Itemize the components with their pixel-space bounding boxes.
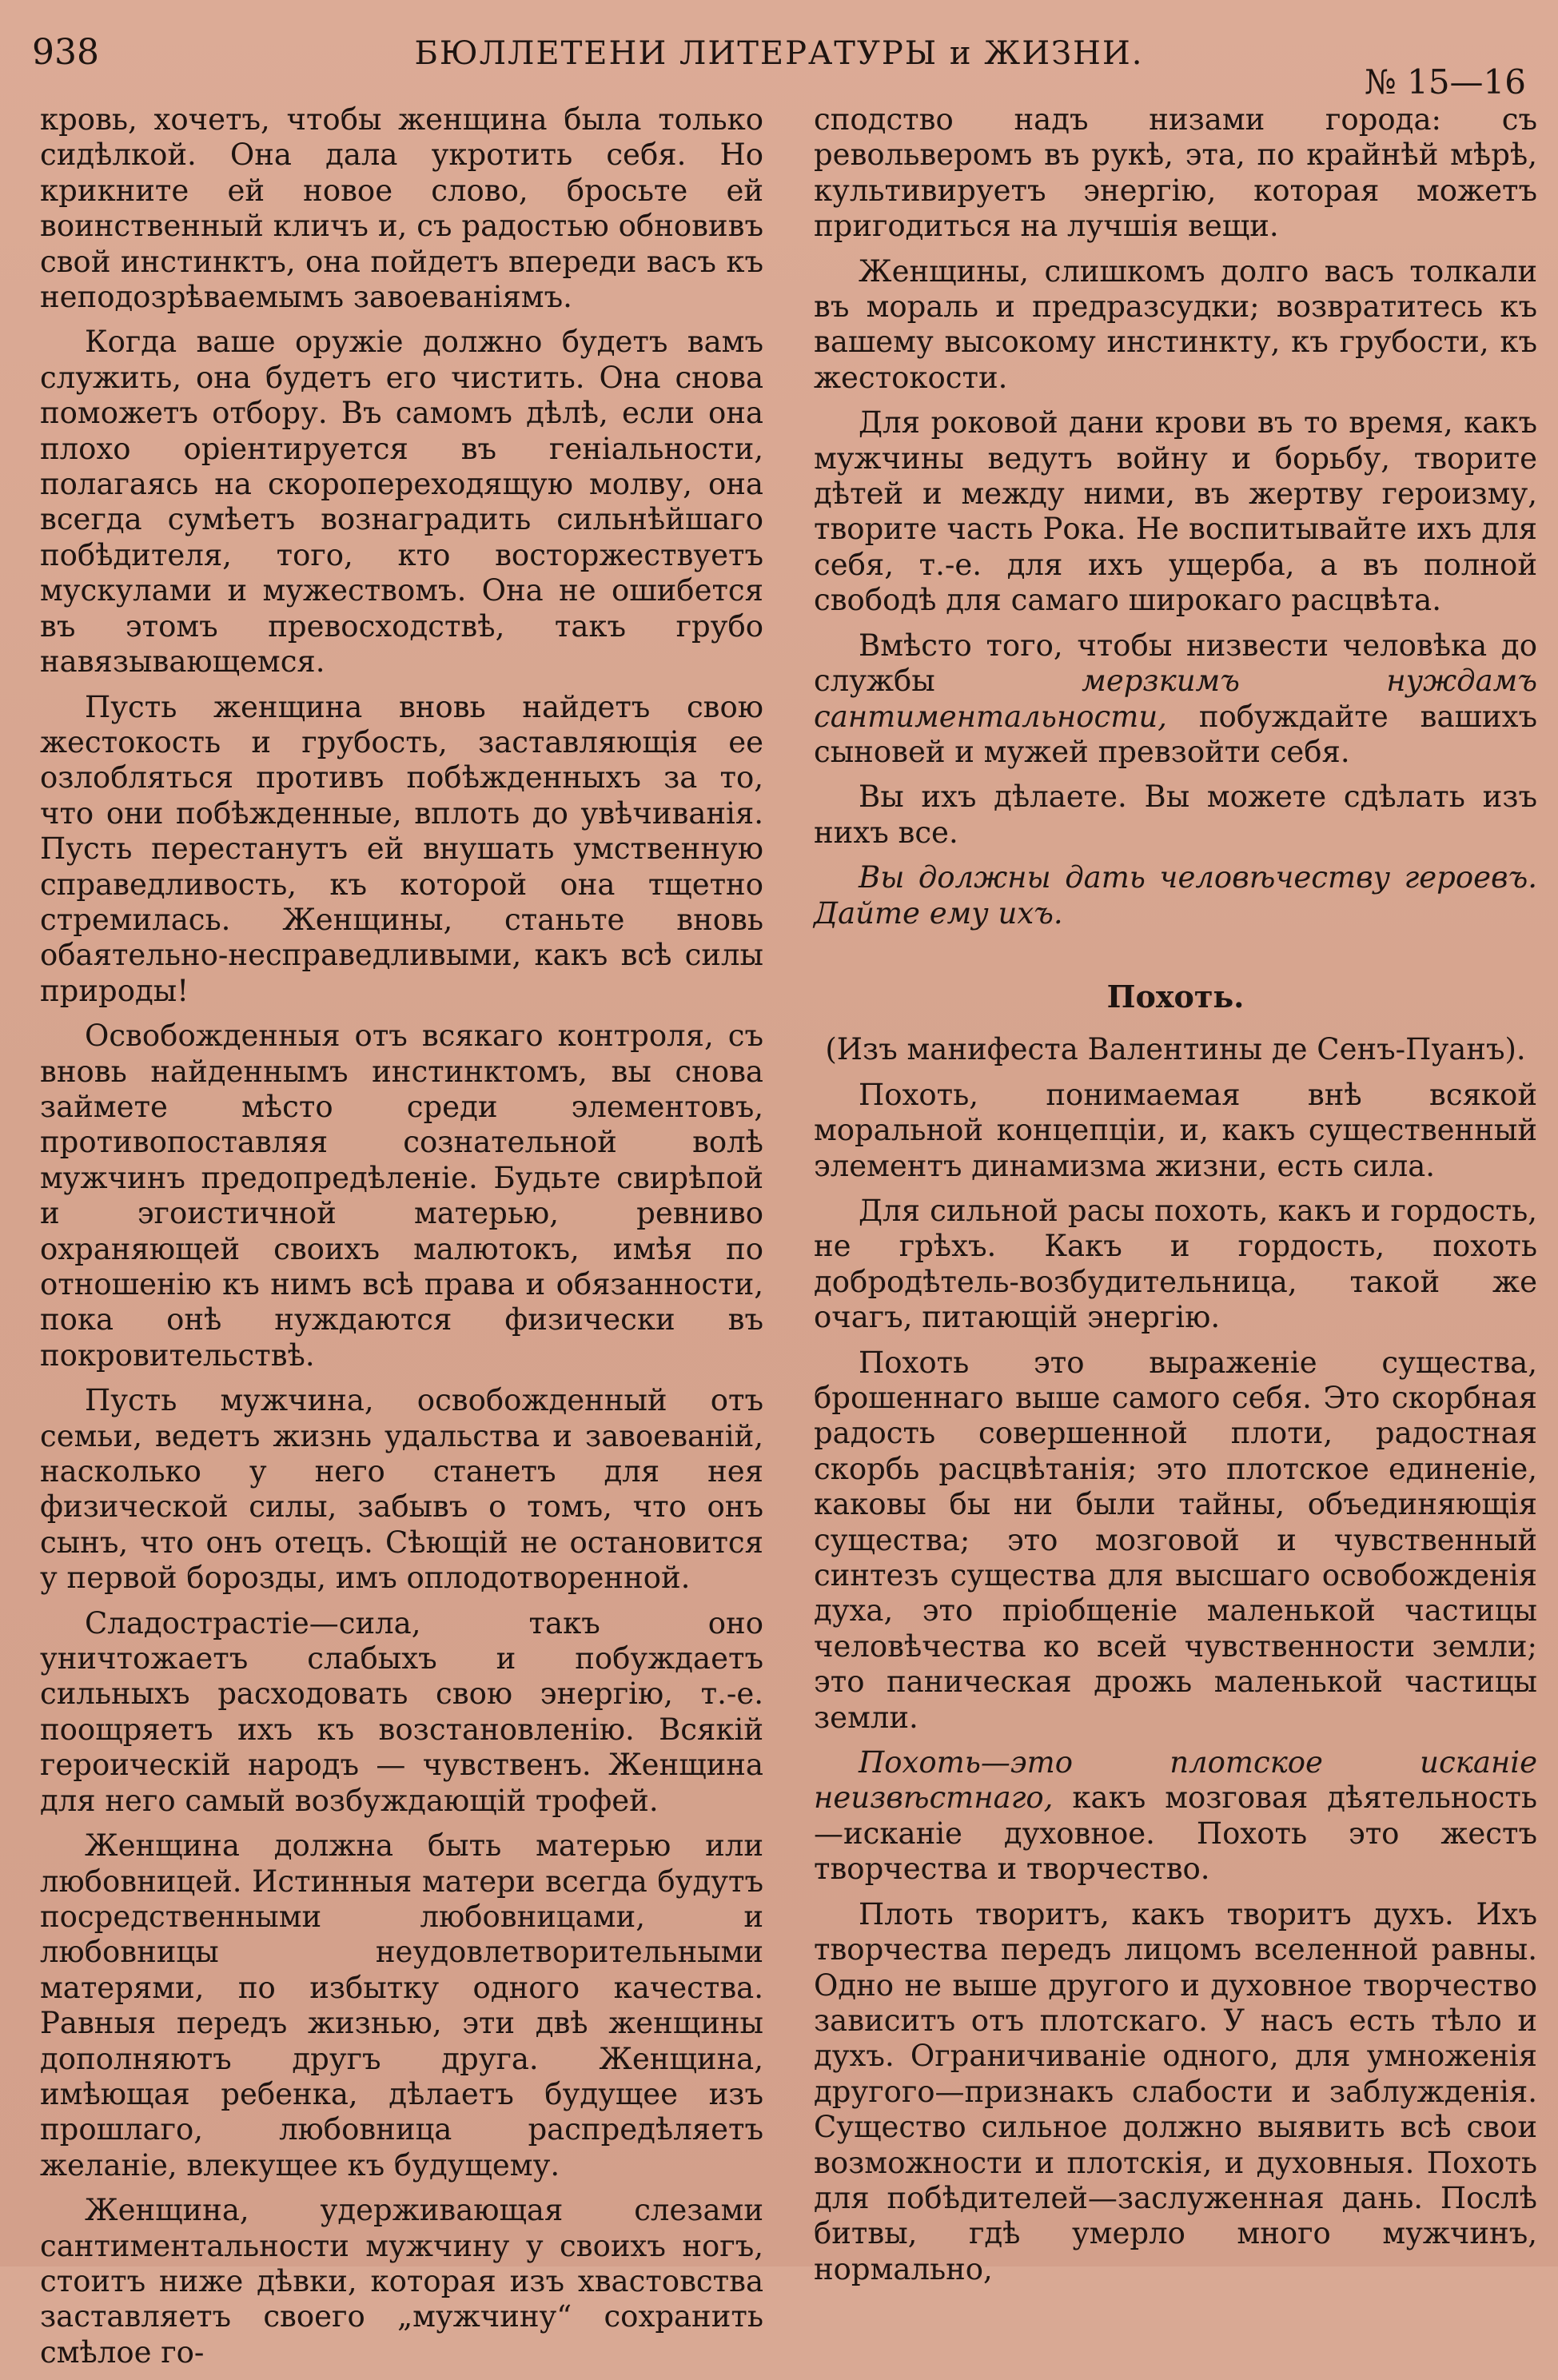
emphasis: мерзкимъ нуждамъ сантиментальности, xyxy=(814,664,1537,734)
paragraph: Когда ваше оружіе должно будетъ вамъ служить, она будетъ его чистить. Она снова поможетъ отбору. Въ самомъ дѣлѣ, если она плохо оріентируется въ геніальности, полагаясь на скоропереходящую молву, она всегда сумѣетъ вознаградить сильнѣйшаго побѣдителя, того, кто восторжествуетъ мускулами и мужествомъ. Она не ошибется въ этомъ превосходствѣ, такъ грубо навязывающемся. xyxy=(40,325,763,680)
paragraph: сподство надъ низами города: съ револьверомъ въ рукѣ, эта, по крайнѣй мѣрѣ, культивируетъ энергію, которая можетъ пригодиться на лучшія вещи. xyxy=(814,102,1537,244)
paragraph: Пусть мужчина, освобожденный отъ семьи, ведетъ жизнь удальства и завоеваній, насколько у него станетъ для нея физической силы, забывъ о томъ, что онъ сынъ, что онъ отецъ. Сѣющій не остановится у первой борозды, имъ оплодотворенной. xyxy=(40,1383,763,1596)
issue-number: № 15—16 xyxy=(1365,62,1526,102)
paragraph xyxy=(814,628,1537,771)
paragraph: Плоть творитъ, какъ творитъ духъ. Ихъ творчества передъ лицомъ вселенной равны. Одно не выше другого и духовное творчество зависитъ отъ плотскаго. У насъ есть тѣло и духъ. Ограничиваніе одного, для умноженія другого—признакъ слабости и заблужденія. Существо сильное должно выявить всѣ свои возможности и плотскія, и духовныя. Похоть для побѣдителей—заслуженная дань. Послѣ битвы, гдѣ умерло много мужчинъ, нормально, xyxy=(814,1896,1537,2286)
paragraph: Похоть это выраженіе существа, брошеннаго выше самого себя. Это скорбная радость совершенной плоти, радостная скорбь расцвѣтанія; это плотское единеніе, каковы бы ни были тайны, объединяющія существа; это мозговой и чувственный синтезъ существа для высшаго освобожденія духа, это пріобщеніе маленькой частицы человѣчества ко всей чувственности земли; это паническая дрожь маленькой частицы земли. xyxy=(814,1345,1537,1735)
text-run: Вмѣсто того, чтобы низвести человѣка до службы xyxy=(814,628,1537,699)
paragraph: Женщина должна быть матерью или любовницей. Истинныя матери всегда будутъ посредственными любовницами, и любовницы неудовлетворительными матерями, по избытку одного качества. Равныя передъ жизнью, эти двѣ женщины дополняютъ другъ друга. Женщина, имѣющая ребенка, дѣлаетъ будущее изъ прошлаго, любовница распредѣляетъ желаніе, влекущее къ будущему. xyxy=(40,1828,763,2183)
page-number: 938 xyxy=(32,32,99,73)
italic-paragraph: Вы должны дать человѣчеству героевъ. Дайте ему ихъ. xyxy=(814,860,1537,931)
paragraph: Вы ихъ дѣлаете. Вы можете сдѣлать изъ нихъ все. xyxy=(814,779,1537,850)
section-title: Похоть. xyxy=(1106,978,1245,1015)
running-title: БЮЛЛЕТЕНИ ЛИТЕРАТУРЫ и ЖИЗНИ. xyxy=(414,35,1144,72)
paragraph: Женщина, удерживающая слезами сантиментальности мужчину у своихъ ногъ, стоитъ ниже дѣвки, которая изъ хвастовства заставляетъ своего „мужчину“ сохранить смѣлое го- xyxy=(40,2193,763,2370)
text-run: побуждайте вашихъ сыновей и мужей превзойти себя. xyxy=(814,699,1537,769)
paragraph: Освобожденныя отъ всякаго контроля, съ вновь найденнымъ инстинктомъ, вы снова займете мѣсто среди элементовъ, противопоставляя сознательной волѣ мужчинъ предопредѣленіе. Будьте свирѣпой и эгоистичной матерью, ревниво охраняющей своихъ малютокъ, имѣя по отношенію къ нимъ всѣ права и обязанности, пока онѣ нуждаются физически въ покровительствѣ. xyxy=(40,1019,763,1373)
paragraph: Пусть женщина вновь найдетъ свою жестокость и грубость, заставляющія ее озлобляться противъ побѣжденныхъ за то, что они побѣжденные, вплоть до увѣчиванія. Пусть перестанутъ ей внушать умственную справедливость, къ которой она тщетно стремилась. Женщины, станьте вновь обаятельно-несправедливыми, какъ всѣ силы природы! xyxy=(40,689,763,1008)
paragraph: Для роковой дани крови въ то время, какъ мужчины ведутъ войну и борьбу, творите дѣтей и между ними, въ жертву героизму, творите часть Рока. Не воспитывайте ихъ для себя, т.-е. для ихъ ущерба, а въ полной свободѣ для самаго широкаго расцвѣта. xyxy=(814,405,1537,618)
paragraph: Женщины, слишкомъ долго васъ толкали въ мораль и предразсудки; возвратитесь къ вашему высокому инстинкту, къ грубости, къ жестокости. xyxy=(814,253,1537,395)
section-source: (Изъ манифеста Валентины де Сенъ-Пуанъ). xyxy=(825,1032,1526,1067)
page-header xyxy=(32,24,1526,102)
paragraph: Похоть, понимаемая внѣ всякой моральной концепціи, и, какъ существенный элементъ динамизма жизни, есть сила. xyxy=(814,1077,1537,1183)
paragraph: Сладострастіе—сила, такъ оно уничтожаетъ слабыхъ и побуждаетъ сильныхъ расходовать свою энергію, т.-е. поощряетъ ихъ къ возстановленію. Всякій героическій народъ — чувственъ. Женщина для него самый возбуждающій трофей. xyxy=(40,1605,763,1818)
paragraph: Для сильной расы похоть, какъ и гордость, не грѣхъ. Какъ и гордость, похоть добродѣтель-возбудительница, такой же очагъ, питающій энергію. xyxy=(814,1193,1537,1335)
paragraph: кровь, хочетъ, чтобы женщина была только сидѣлкой. Она дала укротить себя. Но крикните ей новое слово, бросьте ей воинственный кличъ и, съ радостью обновивъ свой инстинктъ, она пойдетъ впереди васъ къ неподозрѣваемымъ завоеваніямъ. xyxy=(40,102,763,315)
paragraph xyxy=(814,1745,1537,1888)
text-run: какъ мозговая дѣятельность—исканіе духовное. Похоть это жестъ творчества и творчество. xyxy=(814,1780,1537,1887)
emphasis: Похоть—это плотское исканіе неизвѣстнаго, xyxy=(814,1745,1537,1816)
right-column xyxy=(814,102,1537,2297)
left-column xyxy=(40,102,763,2380)
